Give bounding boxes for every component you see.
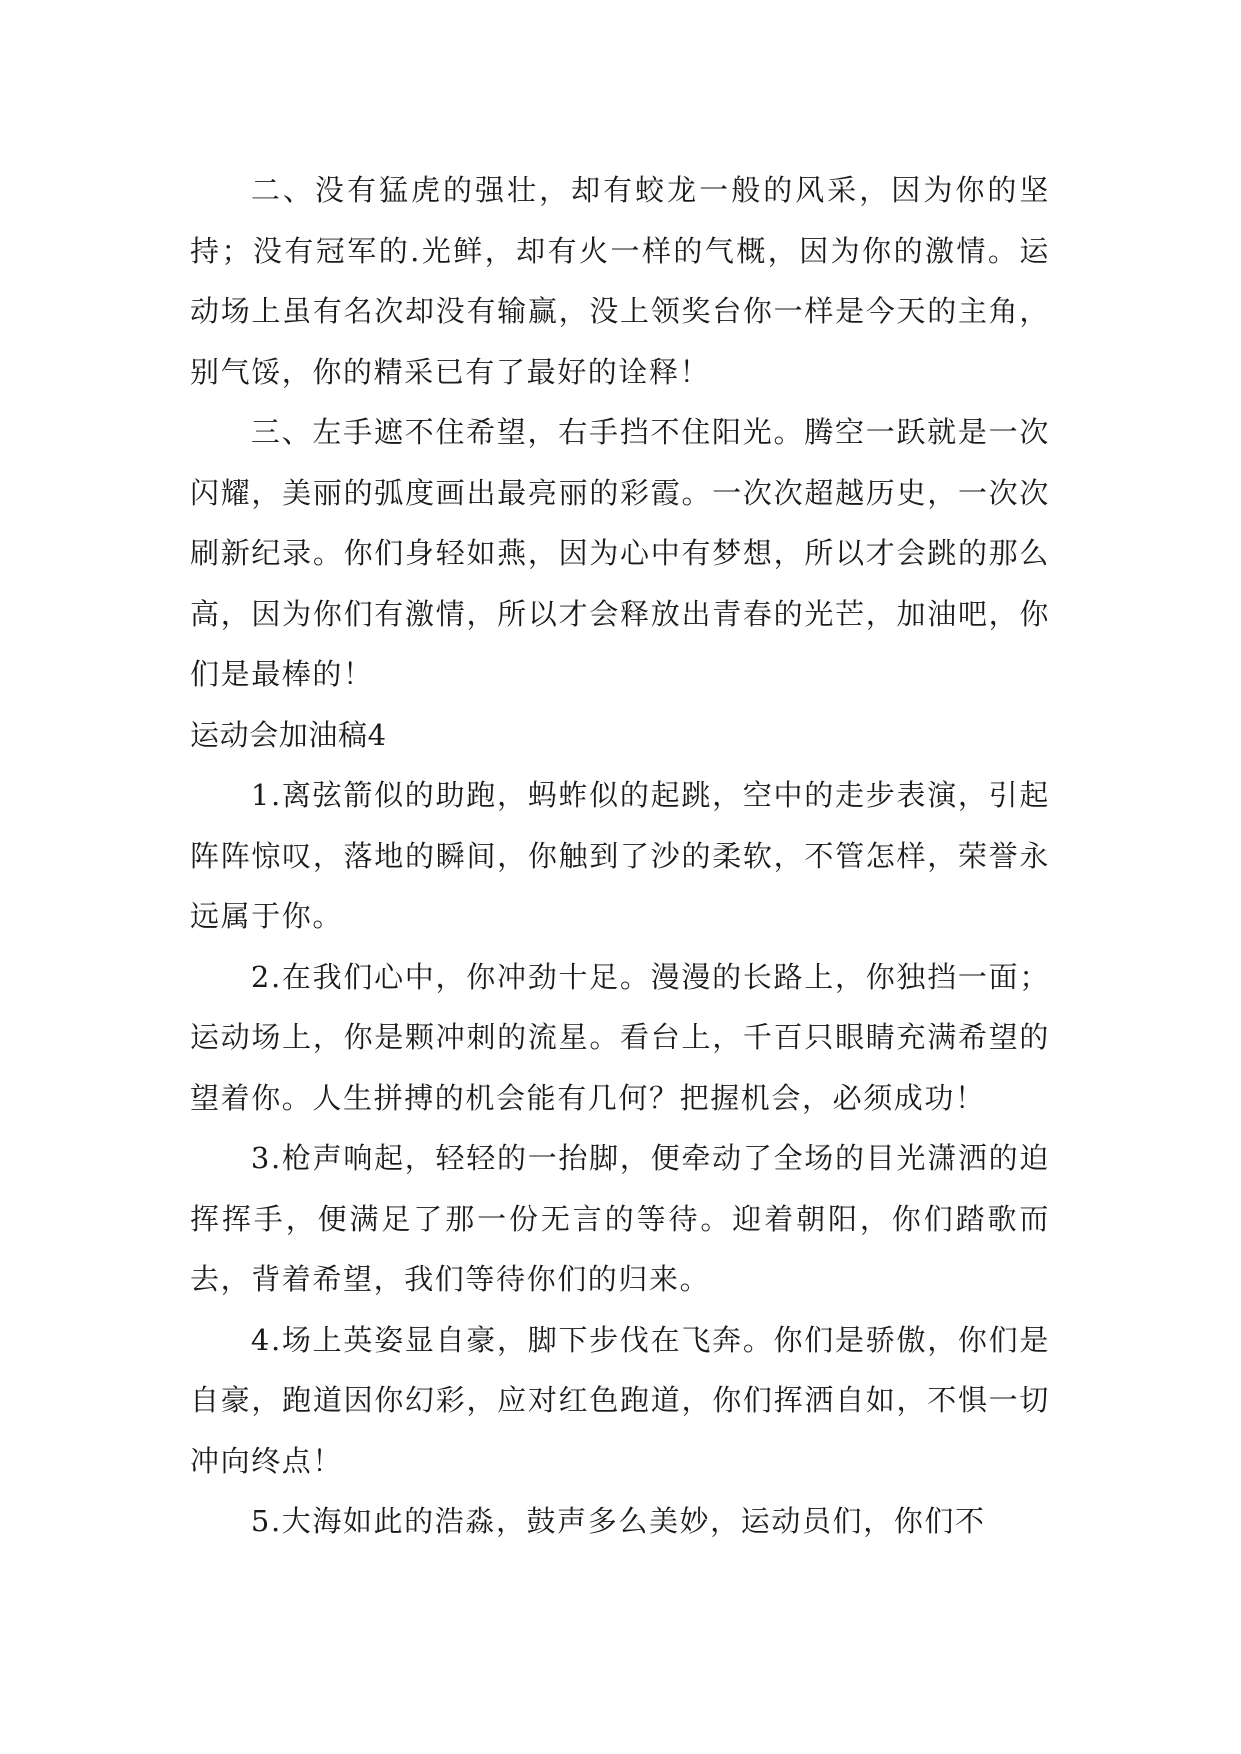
section-title: 运动会加油稿4 [190, 717, 387, 752]
list-item-3: 3.枪声响起，轻轻的一抬脚，便牵动了全场的目光潇洒的迫挥挥手，便满足了那一份无言的等待。迎着朝阳，你们踏歌而去，背着希望，我们等待你们的归来。 [190, 1141, 1050, 1296]
document-body [190, 160, 1050, 1552]
paragraph-three: 三、左手遮不住希望，右手挡不住阳光。腾空一跃就是一次闪耀，美丽的弧度画出最亮丽的彩霞。一次次超越历史，一次次刷新纪录。你们身轻如燕，因为心中有梦想，所以才会跳的那么高，因为你们有激情，所以才会释放出青春的光芒，加油吧，你们是最棒的！ [190, 415, 1050, 691]
list-item-5: 5.大海如此的浩淼，鼓声多么美妙，运动员们，你们不 [250, 1504, 986, 1538]
list-item-2: 2.在我们心中，你冲劲十足。漫漫的长路上，你独挡一面；运动场上，你是颗冲刺的流星。看台上，千百只眼睛充满希望的望着你。人生拼搏的机会能有几何？把握机会，必须成功！ [190, 959, 1050, 1115]
paragraph-two: 二、没有猛虎的强壮，却有蛟龙一般的风采，因为你的坚持；没有冠军的.光鲜，却有火一样的气概，因为你的激情。运动场上虽有名次却没有输赢，没上领奖台你一样是今天的主角，别气馁，你的精采已有了最好的诠释！ [190, 173, 1050, 389]
list-item-1: 1.离弦箭似的助跑，蚂蚱似的起跳，空中的走步表演，引起阵阵惊叹，落地的瞬间，你触到了沙的柔软，不管怎样，荣誉永远属于你。 [190, 778, 1050, 933]
list-item-4: 4.场上英姿显自豪，脚下步伐在飞奔。你们是骄傲，你们是自豪，跑道因你幻彩，应对红色跑道，你们挥洒自如，不惧一切冲向终点！ [190, 1322, 1050, 1478]
